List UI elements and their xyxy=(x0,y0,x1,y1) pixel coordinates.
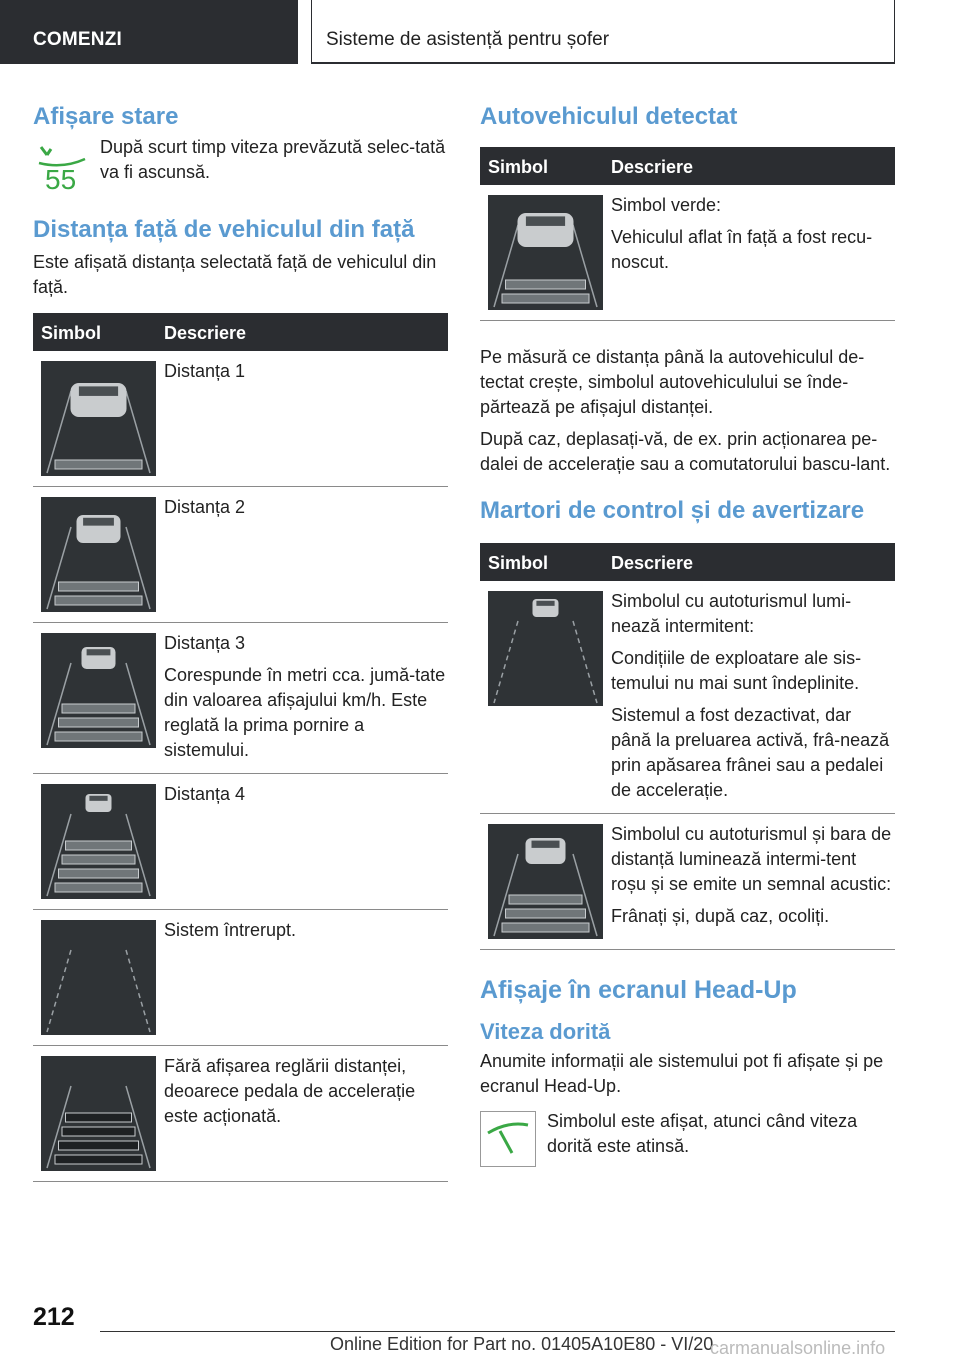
car-distance-3-icon xyxy=(33,623,164,773)
car-distance-2-icon xyxy=(33,487,164,622)
row-text: Simbolul cu autoturismul și bara de distanță luminează intermi‐tent roșu și se emite un semnal acustic: xyxy=(611,824,892,894)
warning-heading: Martori de control și de avertizare xyxy=(480,497,865,524)
row-text: Sistem întrerupt. xyxy=(164,920,297,940)
speed-intro: Anumite informații ale sistemului pot fi afișate și pe ecranul Head-Up. xyxy=(480,1051,884,1096)
car-distance-4-icon xyxy=(33,774,164,909)
row-text: Simbolul cu autoturismul lumi‐nează intermitent: xyxy=(611,591,852,636)
table-row xyxy=(33,910,448,1046)
speed-limit-icon xyxy=(33,137,100,198)
row-description xyxy=(164,351,448,486)
car-distance-1-icon xyxy=(33,351,164,486)
detected-vehicle-icon xyxy=(480,185,611,320)
speed-heading: Viteza dorită xyxy=(480,1019,611,1044)
row-text: Distanța 2 xyxy=(164,497,246,517)
detected-table xyxy=(480,185,895,321)
page-number: 212 xyxy=(33,1303,75,1331)
vehicle-bar-red-icon xyxy=(480,814,611,949)
distance-heading: Distanța față de vehiculul din față xyxy=(33,216,415,243)
edition-text: Online Edition for Part no. 01405A10E80 - VI/20 xyxy=(330,1334,714,1354)
row-text: Distanța 3 xyxy=(164,633,246,653)
table-row xyxy=(33,351,448,487)
vehicle-flashing-icon xyxy=(480,581,611,813)
desired-speed-icon xyxy=(480,1111,547,1172)
section-title: Sisteme de asistență pentru șofer xyxy=(326,29,610,50)
table-row xyxy=(480,814,895,950)
table-row xyxy=(33,487,448,623)
chapter-title: COMENZI xyxy=(33,29,123,50)
footer-divider xyxy=(100,1331,895,1332)
row-text: Vehiculul aflat în față a fost recu‐noscut. xyxy=(611,227,873,272)
row-text: Distanța 1 xyxy=(164,361,246,381)
distance-table xyxy=(33,351,448,1182)
col-symbol: Simbol xyxy=(41,323,102,343)
row-text: Frânați și, după caz, ocoliți. xyxy=(611,906,830,926)
detected-heading: Autovehiculul detectat xyxy=(480,103,738,130)
col-description: Descriere xyxy=(611,553,694,573)
status-block xyxy=(33,137,448,198)
section-header xyxy=(311,0,895,64)
row-text: Condițiile de exploatare ale sis‐temului nu mai sunt îndeplinite. xyxy=(611,648,862,693)
detected-table-header xyxy=(480,147,895,185)
warning-table-header xyxy=(480,543,895,581)
speed-block xyxy=(480,1111,895,1172)
speed-text: Simbolul este afișat, atunci când viteza dorită este atinsă. xyxy=(547,1111,858,1156)
table-row xyxy=(33,1046,448,1182)
table-row xyxy=(33,623,448,774)
row-description xyxy=(164,1046,448,1181)
row-description xyxy=(164,910,448,1045)
row-description xyxy=(164,623,448,773)
detected-paragraph-2: După caz, deplasați-vă, de ex. prin acționarea pe‐dalei de accelerație sau a comutatorului bascu‐lant. xyxy=(480,429,891,474)
col-description: Descriere xyxy=(611,157,694,177)
right-column xyxy=(480,100,895,1172)
row-text: Simbol verde: xyxy=(611,195,722,215)
speed-limit-value: 55 xyxy=(45,164,77,193)
left-column xyxy=(33,100,448,1182)
watermark: carmanualsonline.info xyxy=(710,1338,886,1358)
system-interrupted-icon xyxy=(33,910,164,1045)
col-symbol: Simbol xyxy=(488,157,549,177)
status-text: După scurt timp viteza prevăzută selec‐tată va fi ascunsă. xyxy=(100,137,446,182)
row-description xyxy=(611,581,895,813)
row-description xyxy=(611,814,895,949)
accelerator-pressed-icon xyxy=(33,1046,164,1181)
row-description xyxy=(164,487,448,622)
col-symbol: Simbol xyxy=(488,553,549,573)
status-heading: Afișare stare xyxy=(33,103,179,130)
headup-heading: Afișaje în ecranul Head-Up xyxy=(480,976,797,1004)
table-row xyxy=(33,774,448,910)
warning-table xyxy=(480,581,895,950)
row-text: Corespunde în metri cca. jumă‐tate din valoarea afișajului km/h. Este reglată la prima pornire a sistemului. xyxy=(164,665,446,760)
distance-intro: Este afișată distanța selectată față de vehiculul din față. xyxy=(33,252,437,297)
chapter-tab xyxy=(0,0,298,64)
col-description: Descriere xyxy=(164,323,247,343)
row-text: Fără afișarea reglării distanței, deoarece pedala de accelerație este acționată. xyxy=(164,1056,416,1126)
table-row xyxy=(480,581,895,814)
distance-table-header xyxy=(33,313,448,351)
row-description xyxy=(164,774,448,909)
row-description xyxy=(611,185,895,320)
detected-paragraph-1: Pe măsură ce distanța până la autovehiculul de‐tectat crește, simbolul autovehiculului se înde‐părtează pe afișajul distanței. xyxy=(480,347,865,417)
row-text: Distanța 4 xyxy=(164,784,246,804)
row-text: Sistemul a fost dezactivat, dar până la preluarea activă, frâ‐nează prin apăsarea frânei sau a pedalei de accelerație. xyxy=(611,705,890,800)
table-row xyxy=(480,185,895,321)
